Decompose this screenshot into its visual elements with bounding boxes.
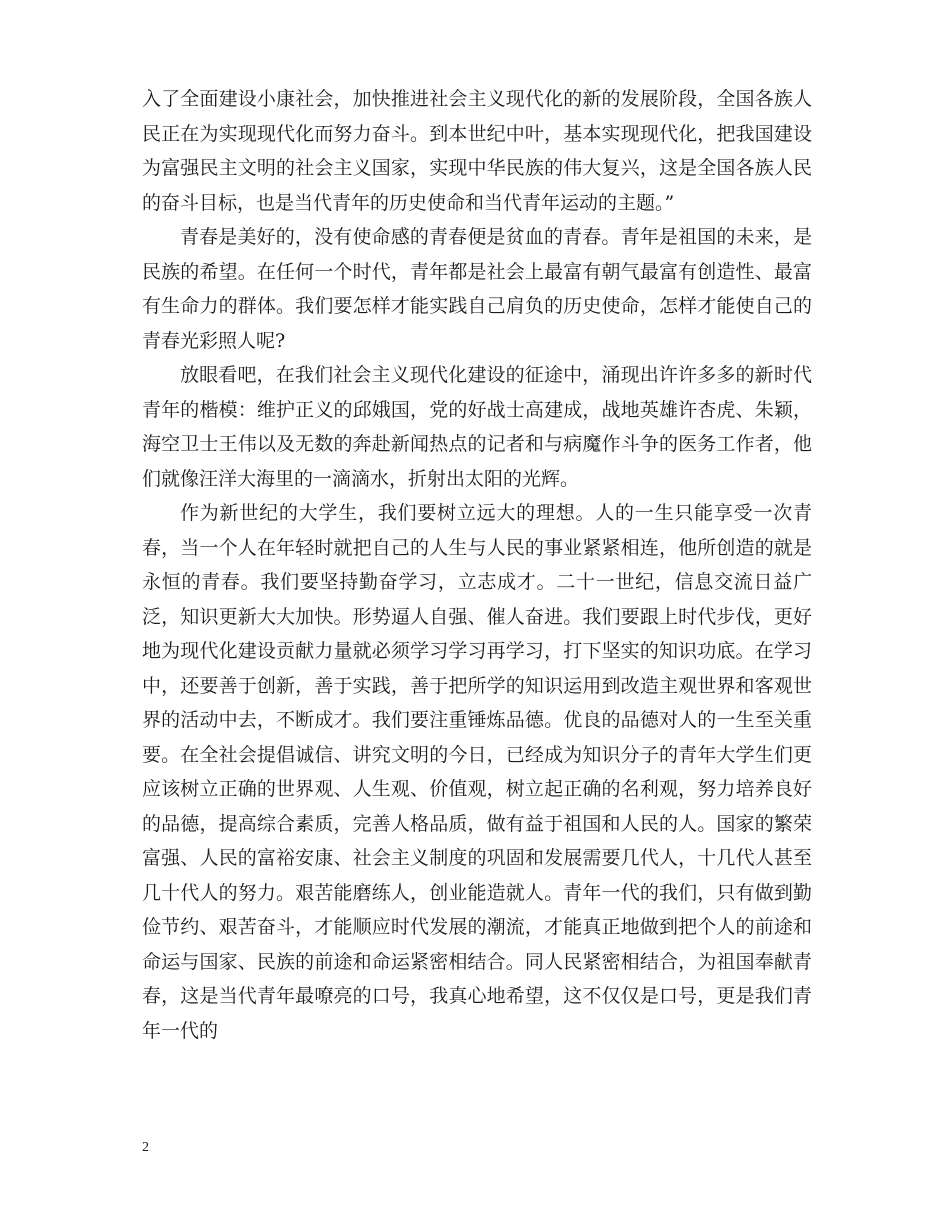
page-number: 2 [142,1140,149,1155]
paragraph-3: 放眼看吧，在我们社会主义现代化建设的征途中，涌现出许许多多的新时代青年的楷模：维护正义的邱娥国，党的好战士高建成，战地英雄许杏虎、朱颖，海空卫士王伟以及无数的奔赴新闻热点的记者和与病魔作斗争的医务工作者，他们就像汪洋大海里的一滴滴水，折射出太阳的光辉。 [142,364,812,490]
document-body [142,82,812,1048]
paragraph-1: 入了全面建设小康社会，加快推进社会主义现代化的新的发展阶段，全国各族人民正在为实现现代化而努力奋斗。到本世纪中叶，基本实现现代化，把我国建设为富强民主文明的社会主义国家，实现中华民族的伟大复兴，这是全国各族人民的奋斗目标，也是当代青年的历史使命和当代青年运动的主题。” [142,88,812,214]
paragraph-4: 作为新世纪的大学生，我们要树立远大的理想。人的一生只能享受一次青春，当一个人在年轻时就把自己的人生与人民的事业紧紧相连，他所创造的就是永恒的青春。我们要坚持勤奋学习，立志成才。二十一世纪，信息交流日益广泛，知识更新大大加快。形势逼人自强、催人奋进。我们要跟上时代步伐，更好地为现代化建设贡献力量就必须学习学习再学习，打下坚实的知识功底。在学习中，还要善于创新，善于实践，善于把所学的知识运用到改造主观世界和客观世界的活动中去，不断成才。我们要注重锤炼品德。优良的品德对人的一生至关重要。在全社会提倡诚信、讲究文明的今日，已经成为知识分子的青年大学生们更应该树立正确的世界观、人生观、价值观，树立起正确的名利观，努力培养良好的品德，提高综合素质，完善人格品质，做有益于祖国和人民的人。国家的繁荣富强、人民的富裕安康、社会主义制度的巩固和发展需要几代人，十几代人甚至几十代人的努力。艰苦能磨练人，创业能造就人。青年一代的我们，只有做到勤俭节约、艰苦奋斗，才能顺应时代发展的潮流，才能真正地做到把个人的前途和命运与国家、民族的前途和命运紧密相结合。同人民紧密相结合，为祖国奉献青春，这是当代青年最嘹亮的口号，我真心地希望，这不仅仅是口号，更是我们青年一代的 [142,502,812,1042]
paragraph-2: 青春是美好的，没有使命感的青春便是贫血的青春。青年是祖国的未来，是民族的希望。在任何一个时代，青年都是社会上最富有朝气最富有创造性、最富有生命力的群体。我们要怎样才能实践自己肩负的历史使命，怎样才能使自己的青春光彩照人呢? [142,226,812,352]
